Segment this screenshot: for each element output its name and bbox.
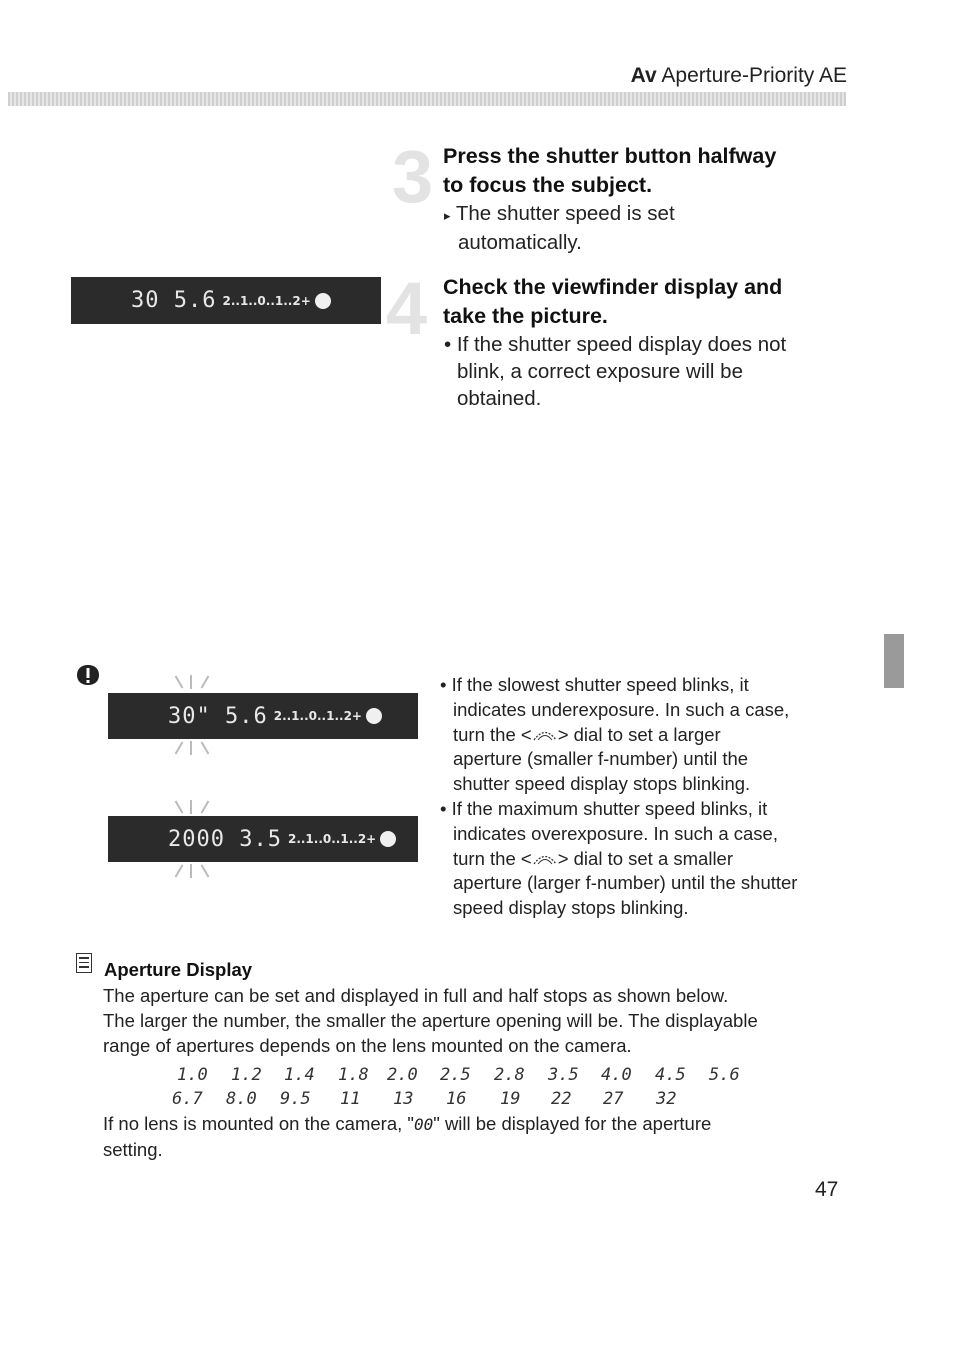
viewfinder-display-fast [108, 816, 418, 862]
no-lens-code: 00 [413, 1115, 434, 1134]
blink-ray [175, 864, 184, 877]
blink-ray [201, 675, 210, 688]
viewfinder-readout: 30 5.6 [131, 288, 217, 313]
blink-ray [201, 741, 210, 754]
page-header [631, 64, 847, 88]
aperture-value: 13 [393, 1089, 414, 1109]
viewfinder-display-normal [71, 277, 381, 324]
blink-ray [175, 800, 184, 813]
aperture-value: 8.0 [226, 1089, 257, 1109]
aperture-value: 3.5 [548, 1065, 579, 1085]
aperture-value: 6.7 [172, 1089, 203, 1109]
note-title: Aperture Display [104, 959, 253, 980]
aperture-value: 27 [603, 1089, 624, 1109]
viewfinder-readout: 2000 3.5 [168, 826, 282, 852]
blink-ray [190, 741, 192, 755]
no-lens-note: If no lens is mounted on the camera, "00" will be displayed for the aperture setting. [103, 1113, 712, 1160]
exposure-scale: 2..1..0..1..2+ [273, 709, 362, 723]
focus-confirmation-icon [315, 293, 331, 309]
aperture-value: 1.8 [338, 1065, 369, 1085]
note-body: The aperture can be set and displayed in full and half stops as shown below. The larger the number, the smaller the aperture opening will be. The displayable range of apertures depends on the lens mounted on the camera. [103, 985, 758, 1056]
step-number-4: 4 [386, 267, 428, 350]
aperture-value: 2.5 [440, 1065, 471, 1085]
page-number: 47 [815, 1178, 839, 1201]
focus-confirmation-icon [380, 831, 396, 847]
aperture-value: 2.0 [387, 1065, 418, 1085]
aperture-value: 4.5 [655, 1065, 686, 1085]
viewfinder-readout: 30" 5.6 [168, 703, 268, 729]
exposure-scale: 2..1..0..1..2+ [222, 293, 311, 308]
memo-icon [76, 953, 92, 973]
aperture-value: 22 [551, 1089, 572, 1109]
main-dial-icon [532, 727, 558, 741]
aperture-value: 4.0 [601, 1065, 632, 1085]
step-3-heading: Press the shutter button halfway to focus the subject. [443, 144, 777, 197]
main-dial-icon [532, 851, 558, 865]
aperture-value: 19 [500, 1089, 521, 1109]
mode-symbol: Av [630, 64, 657, 87]
caution-icon [76, 664, 100, 686]
blink-ray [190, 675, 192, 689]
aperture-value: 16 [446, 1089, 467, 1109]
blink-ray [190, 864, 192, 878]
focus-confirmation-icon [366, 708, 382, 724]
aperture-value: 32 [656, 1089, 677, 1109]
aperture-value: 2.8 [494, 1065, 525, 1085]
blink-ray [175, 741, 184, 754]
section-tab-marker [884, 634, 904, 688]
aperture-value: 1.0 [177, 1065, 208, 1085]
blink-ray [175, 675, 184, 688]
exposure-scale: 2..1..0..1..2+ [287, 832, 377, 846]
header-title: Aperture-Priority AE [661, 64, 847, 87]
aperture-value: 9.5 [280, 1089, 311, 1109]
bullet-marker: • [444, 333, 452, 356]
step-number-3: 3 [392, 135, 434, 218]
step-3-bullet: ▸ The shutter speed is set automatically. [444, 202, 675, 254]
blink-ray [190, 800, 192, 814]
step-4-heading: Check the viewfinder display and take the picture. [443, 275, 783, 328]
viewfinder-fast-group [108, 800, 418, 890]
viewfinder-display-slow [108, 693, 418, 739]
exposure-warnings: • If the slowest shutter speed blinks, it indicates underexposure. In such a case, turn the < > dial to set a larger aperture (smaller f-number) until the shutter speed display stops blinking. • If the maximum shutter speed blinks, it indicates overexposure. In such a case, turn the < > dial to set a smaller aperture (larger f-number) until the shutter speed display stops blinking. [440, 674, 798, 919]
aperture-value: 5.6 [709, 1065, 740, 1085]
blink-ray [201, 864, 210, 877]
header-rule [8, 92, 846, 106]
blink-ray [201, 800, 210, 813]
aperture-value: 1.2 [231, 1065, 262, 1085]
step-4-bullet: • If the shutter speed display does not blink, a correct exposure will be obtained. [444, 333, 787, 410]
bullet-marker: ▸ [444, 208, 451, 223]
aperture-value: 11 [340, 1089, 361, 1109]
viewfinder-slow-group [108, 675, 418, 765]
aperture-value: 1.4 [284, 1065, 315, 1085]
